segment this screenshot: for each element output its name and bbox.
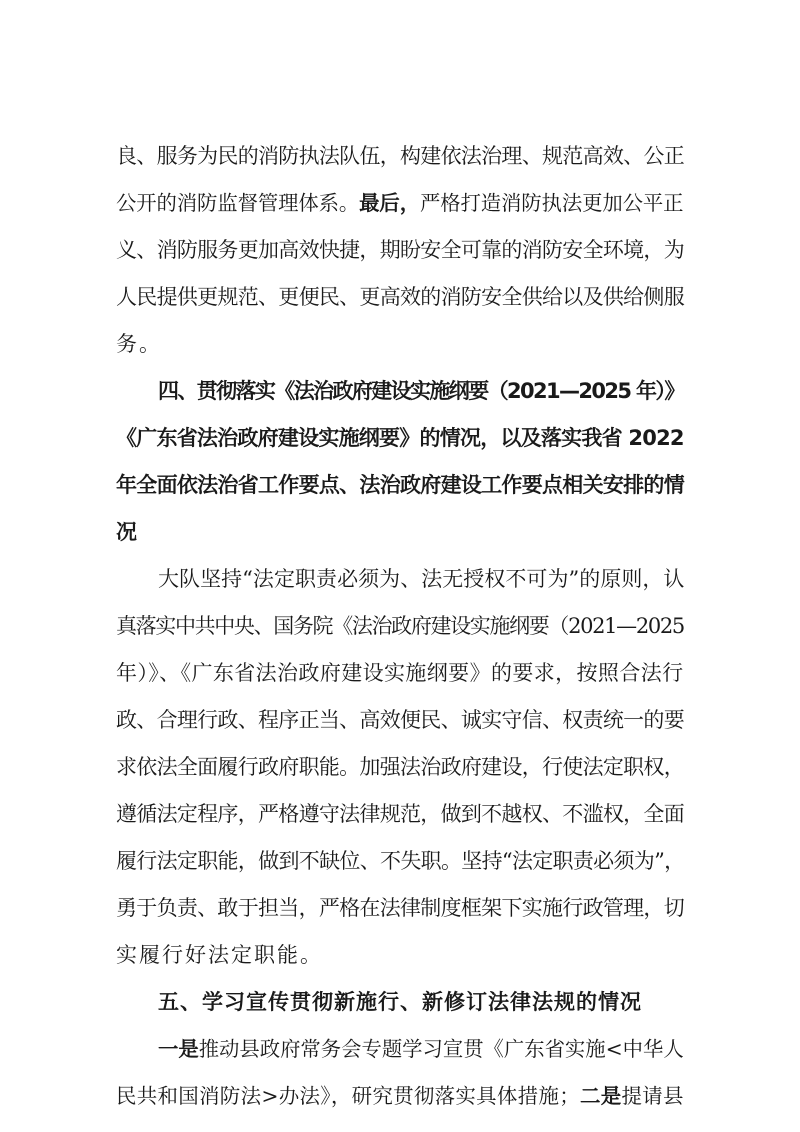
para1-line5: 务。 [116,332,162,356]
section4-heading-line3: 年全面依法治省工作要点、法治政府建设工作要点相关安排的情 [116,473,684,497]
para2-line2: 真落实中共中央、国务院《法治政府建设实施纲要（2021—2025 [116,614,684,638]
section4-heading-line2: 《广东省法治政府建设实施纲要》的情况，以及落实我省 2022 [116,426,684,450]
para3-line1-text: 推动县政府常务会专题学习宣贯《广东省实施<中华人 [198,1037,684,1061]
para3-line2-text-a: 民共和国消防法>办法》，研究贯彻落实具体措施； [116,1084,580,1108]
para1-line1: 良、服务为民的消防执法队伍，构建依法治理、规范高效、公正 [116,144,684,168]
para2-line4: 政、合理行政、程序正当、高效便民、诚实守信、权责统一的要 [116,708,684,732]
para2-line6: 遵循法定程序，严格遵守法律规范，做到不越权、不滥权，全面 [116,802,684,826]
section5-heading: 五、学习宣传贯彻新施行、新修订法律法规的情况 [158,990,642,1014]
para1-line3: 义、消防服务更加高效快捷，期盼安全可靠的消防安全环境，为 [116,238,684,262]
section4-heading-line1: 四、贯彻落实《法治政府建设实施纲要（2021—2025 年）》 [158,379,684,403]
section4-heading-line4: 况 [116,520,138,544]
para3-line2-text-b: 提请县 [621,1084,684,1108]
para1-line2-text-b: 严格打造消防执法更加公平正 [419,191,684,215]
para2-line1: 大队坚持“法定职责必须为、法无授权不可为”的原则，认 [158,567,685,591]
para1-line2 [116,189,683,217]
para2-line9: 实履行好法定职能。 [116,943,323,967]
para2-line3: 年）》、《广东省法治政府建设实施纲要》的要求，按照合法行 [116,661,684,685]
para1-line4: 人民提供更规范、更便民、更高效的消防安全供给以及供给侧服 [116,285,684,309]
para2-line7: 履行法定职能，做到不缺位、不失职。坚持“法定职责必须为”， [116,849,685,873]
para3-line1-bold: 一是 [158,1037,199,1061]
para3-line2-bold: 二是 [579,1084,622,1108]
para3-line1 [158,1035,684,1063]
para2-line5: 求依法全面履行政府职能。加强法治政府建设，行使法定职权， [116,755,684,779]
para1-line2-text-a: 公开的消防监督管理体系。 [116,191,360,215]
para2-line8: 勇于负责、敢于担当，严格在法律制度框架下实施行政管理，切 [116,896,684,920]
para3-line2 [116,1082,684,1110]
para1-line2-bold: 最后， [359,191,420,215]
